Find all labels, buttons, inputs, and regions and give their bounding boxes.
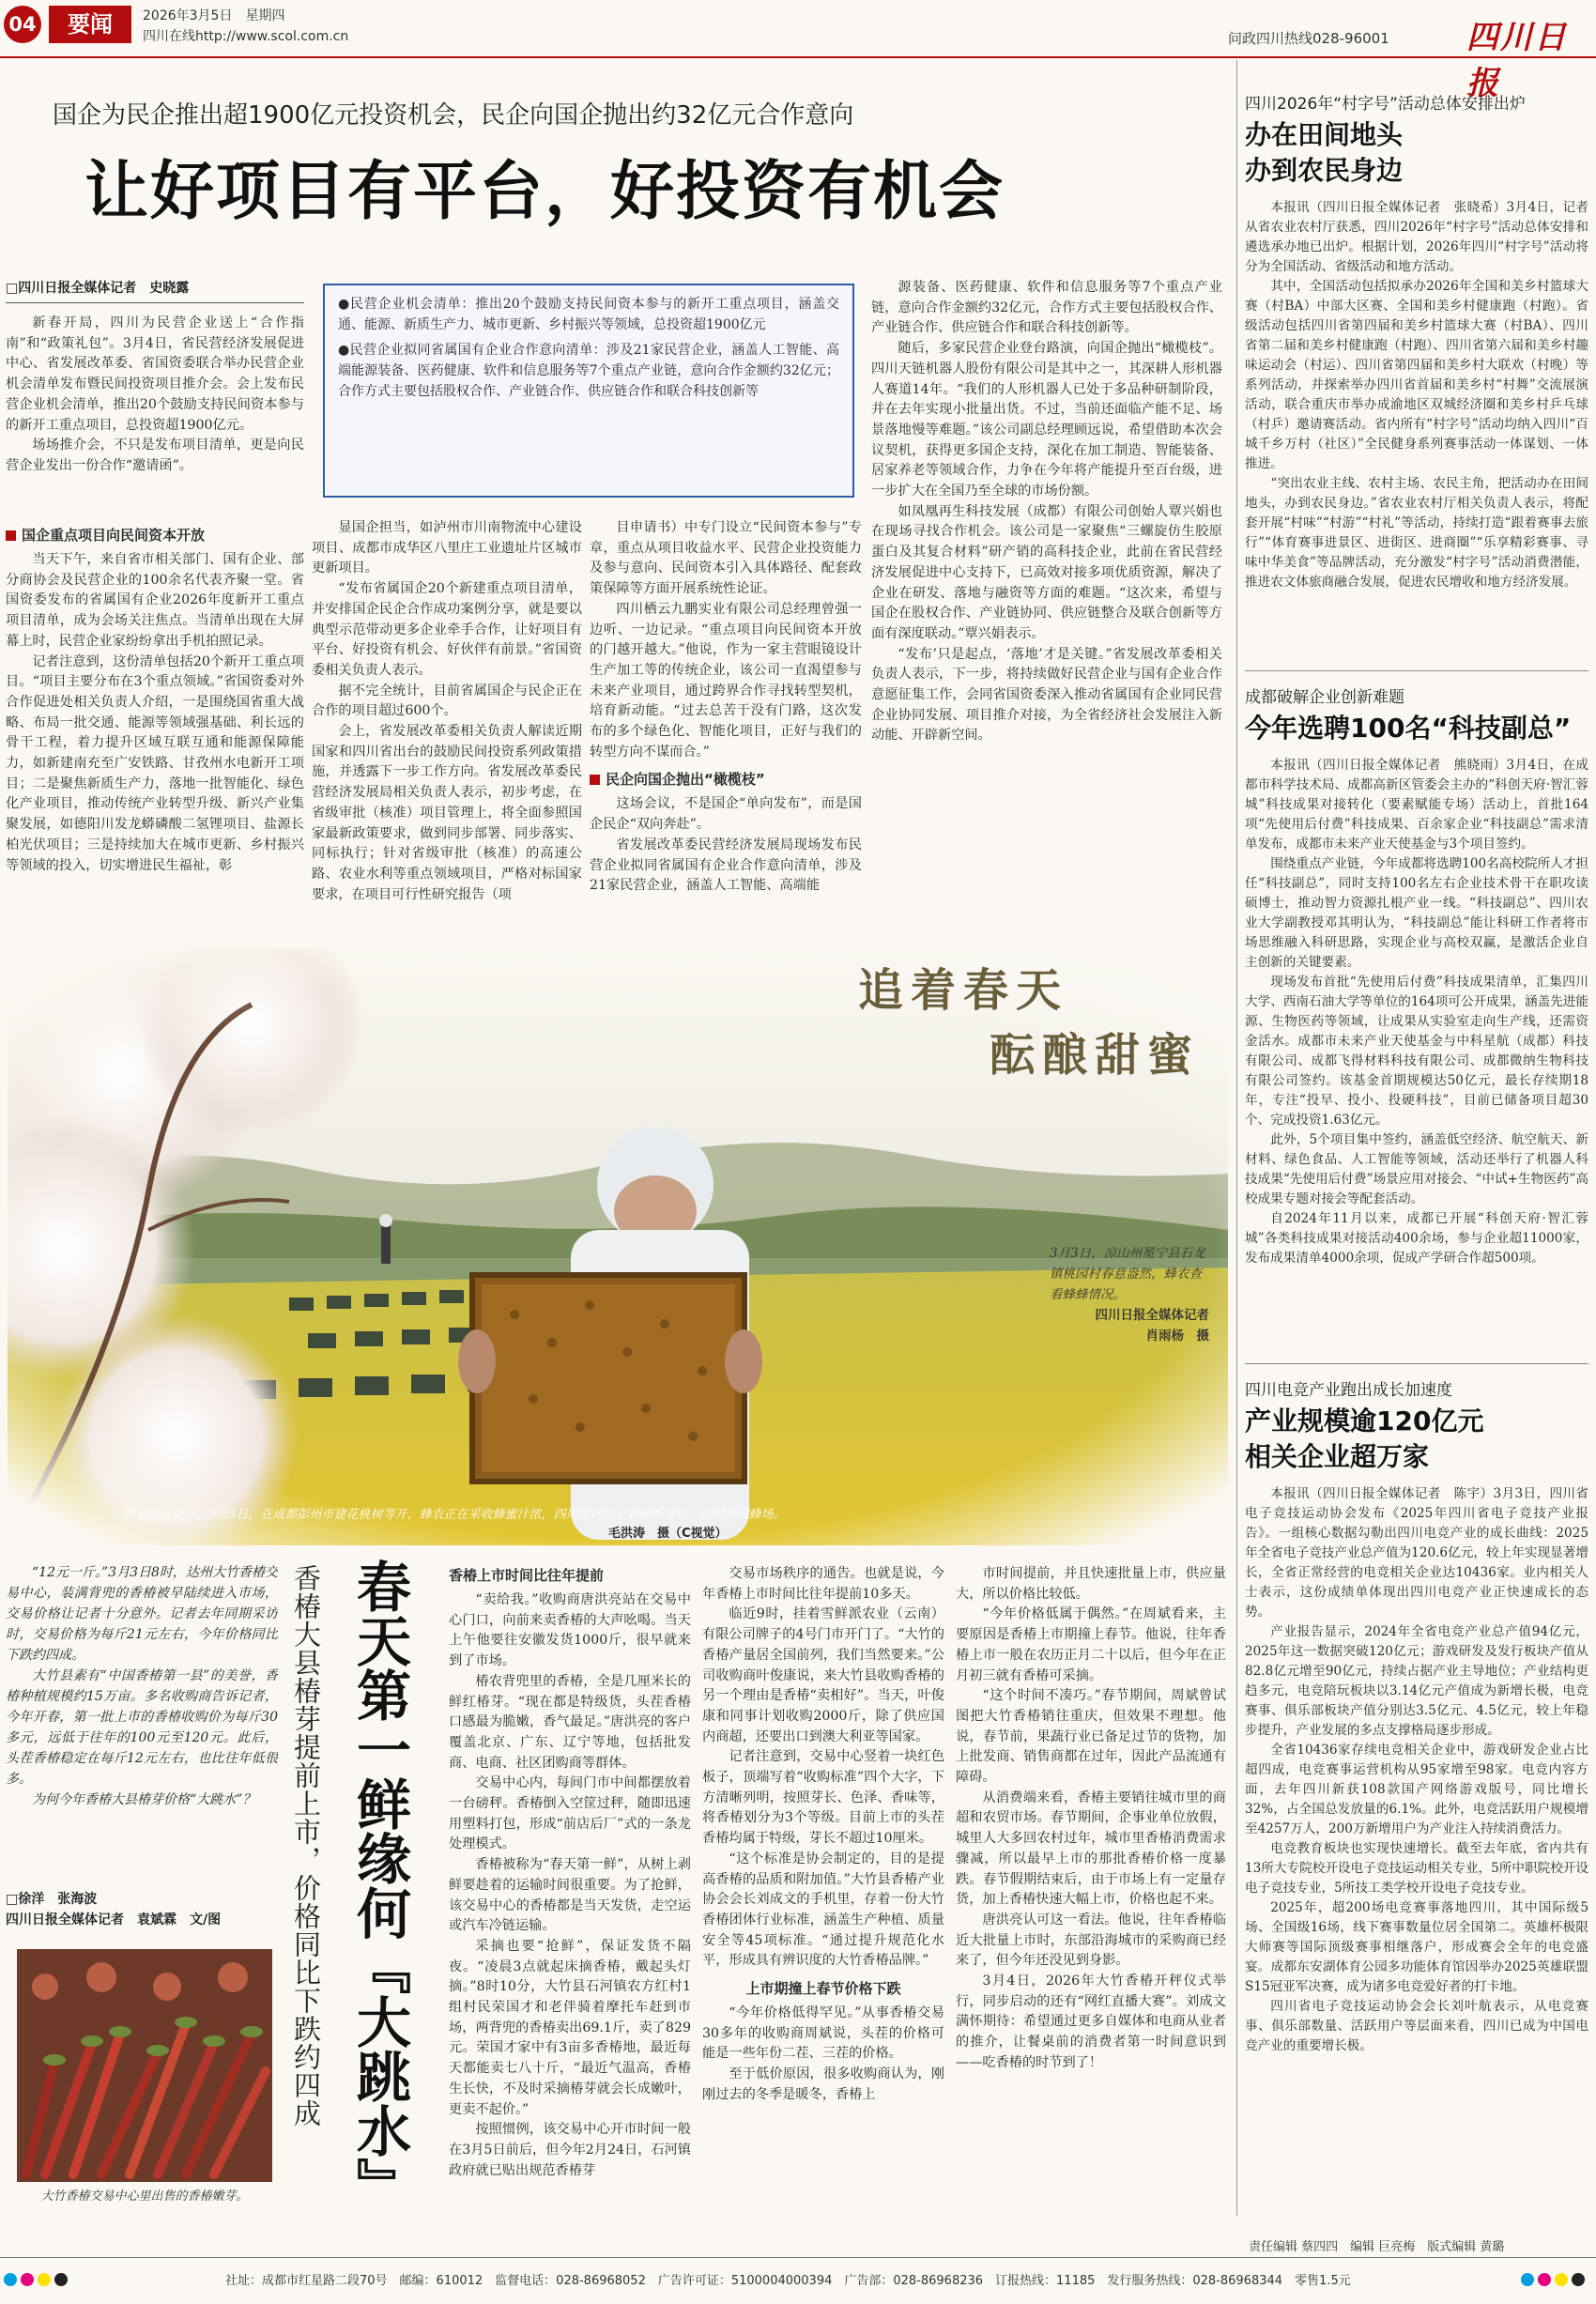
cmyk-dot [1555,2273,1568,2286]
cmyk-dot [1572,2273,1585,2286]
subhead-marker [590,775,600,785]
toona-intro [6,1562,278,1887]
lead-col1 [6,518,304,941]
toona-photo-caption: 大竹香椿交易中心里出售的香椿嫩芽。 [40,2189,249,2204]
lead-kicker: 国企为民企推出超1900亿元投资机会，民企向国企抛出约32亿元合作意向 [53,101,854,130]
byline-line: 四川日报全媒体记者 袁斌霖 文/图 [6,1912,222,1928]
paragraph: 从消费端来看，香椿主要销往城市里的商超和农贸市场。春节期间，企事业单位放假，城里人大多回农村过年，城市里香椿消费需求骤减，所以最早上市的那批香椿价格一度暴跌。春节假期结束后，由于市场上有一定量存货，加上香椿快速大幅上市，价格也起不来。 [956,1789,1226,1908]
toona-col3 [956,1564,1226,2221]
paragraph: “这个时间不凑巧。”春节期间，周斌曾试图把大竹香椿销往重庆，但效果不理想。他说，春节前，果蔬行业已备足过节的货物，加上批发商、销售商都在过年，因此产品流通有障碍。 [956,1688,1226,1786]
lead-byline: □四川日报全媒体记者 史晓露 [6,281,190,296]
cmyk-dot [54,2273,68,2286]
article-headline: 办在田间地头 [1245,119,1404,150]
paragraph: 大竹县素有“中国香椿第一县”的美誉，香椿种植规模约15万亩。多名收购商告诉记者，今年开春，第一批上市的香椿收购价为每斤30多元，远低于往年的100元至120元。此后，头茬香椿稳定在每斤12元左右，也比往年低很多。 [6,1668,278,1787]
info-box-item: ●民营企业机会清单：推出20个鼓励支持民间资本参与的新开工重点项目，涵盖交通、能源、新质生产力、城市更新、乡村振兴等领域，总投资超1900亿元 [338,297,839,332]
article-headline: 办到农民身边 [1245,155,1404,186]
toona-col1 [449,1564,691,2221]
paragraph: “发布’只是起点，‘落地’才是关键。”省发展改革委相关负责人表示，下一步，将持续做好民营企业与国有企业合作意愿征集工作，会同省国资委深入推动省属国有企业同民营企业协同发展、项目推介对接，为全省经济社会发展注入新动能、开辟新空间。 [871,646,1222,744]
paragraph: “今年价格低得罕见。”从事香椿交易30多年的收购商周斌说，头茬的价格可能是一些年份二茬、三茬的价格。 [702,2005,944,2062]
color-registration-marks [4,2272,71,2290]
cmyk-dot [38,2273,51,2286]
paragraph: 本报讯（四川日报全媒体记者 张晓希）3月4日，记者从省农业农村厅获悉，四川2026年“村字号”活动总体安排和遴选承办地已出炉。根据计划，2026年四川“村字号”活动将分为全国活动、省级活动和地方活动。 [1245,200,1588,274]
paragraph: 按照惯例，该交易中心开市时间一般在3月5日前后，但今年2月24日，石河镇政府就已贴出规范香椿芽 [449,2122,691,2178]
lead-intro [6,314,304,511]
toona-byline [6,1889,221,1930]
paragraph: 源装备、医药健康、软件和信息服务等7个重点产业链，意向合作金额约32亿元，合作方式主要包括股权合作、产业链合作、供应链合作和联合科技创新等。 [871,280,1222,336]
toona-title-vertical: 春天第一鲜缘何『大跳水』 [347,1559,411,2212]
subhead [6,524,304,546]
lead-col2 [312,518,582,941]
photo-feature [8,948,1228,1545]
cmyk-dot [1521,2273,1534,2286]
subhead-text: 国企重点项目向民间资本开放 [22,527,206,544]
paragraph: 四川省电子竞技运动协会会长刘叶航表示，从电竞赛事、俱乐部数量、活跃用户等层面来看，四川已成为中国电竞产业的重要增长极。 [1245,1999,1588,2053]
paragraph: 会上，省发展改革委相关负责人解读近期国家和四川省出台的鼓励民间投资系列政策措施，并透露下一步工作方向。省发展改革委民营经济发展局相关负责人表示，初步考虑，在省级审批（核准）项目管理上，将全面参照国家最新政策要求，做到同步部署、同步落实、同标执行；针对省级审批（核准）的高速公路、农业水利等重点领域项目，严格对标国家要求，在项目可行性研究报告（项 [312,724,582,902]
footer-info: 社址：成都市红星路二段70号 邮编：610012 监督电话：028-86968052 广告许可证：5100004000394 广告部：028-86968236 订报热线：11185 发行服务热线：028-86968344 零售1.5元 [225,2274,1351,2288]
paragraph: “卖给我。”收购商唐洪亮站在交易中心门口，向前来卖香椿的大声吆喝。当天上午他要往安徽发货1000斤，很早就来到了市场。 [449,1592,691,1669]
color-registration-marks-right [1521,2272,1585,2290]
hotline: 问政四川热线028-96001 [1228,30,1389,47]
toona-subtitle-vertical: 香椿大县椿芽提前上市，价格同比下跌约四成 [290,1564,322,2127]
paragraph: “发布省属国企20个新建重点项目清单，并安排国企民企合作成功案例分享，就是要以典型示范带动更多企业牵手合作，让好项目有平台、好投资有机会、好伙伴有前景。”省国资委相关负责人表示。 [312,581,582,678]
paragraph: 为何今年香椿大县椿芽价格“大跳水”？ [32,1792,256,1807]
photo-credit: 四川日报全媒体记者 [1095,1308,1209,1323]
paragraph: 当天下午，来自省市相关部门、国有企业、部分商协会及民营企业的100余名代表齐聚一堂。省国资委发布的省属国有企业2026年度新开工重点项目清单，成为会场关注焦点。当清单出现在大屏幕上时，民营企业家纷纷拿出手机拍照记录。 [6,552,304,649]
paragraph: 2025年，超200场电竞赛事落地四川，其中国际级5场、全国级16场，线下赛事数量位居全国第二。英雄杯极限大师赛等国际顶级赛事相继落户，形成赛会全年的电竞盛宴。成都东安湖体育公园多功能体育馆因举办2025英雄联盟S15冠亚军决赛，成为诸多电竞爱好者的打卡地。 [1245,1900,1588,1994]
right-column-divider [1236,60,1237,2216]
article-headline: 产业规模逾120亿元 [1245,1405,1484,1436]
masthead-logo: 四川日报 [1466,19,1568,102]
paragraph: “这个标准是协会制定的，目的是提高香椿的品质和附加值。”大竹县香椿产业协会会长刘成文的手机里，存着一份大竹香椿团体行业标准，涵盖生产种植、质量安全等45项标准。“通过提升规范化水平，形成具有辨识度的大竹香椿品牌。” [702,1851,944,1969]
subhead [590,768,862,791]
footer-rule [0,2257,1596,2258]
paragraph: 产业报告显示，2024年全省电竞产业总产值94亿元，2025年这一数据突破120亿元；游戏研发及发行板块产值从82.8亿元增至90亿元，持续占据产业主导地位；产业结构更趋多元，电竞陪玩板块以3.14亿元产值成为新增长极，电竞赛事、俱乐部板块产值分别达3.5亿元、4.5亿元，较上年稳步提升，产业发展的多点支撑格局逐步形成。 [1245,1624,1588,1738]
photo-credit: 肖雨杨 摄 [1145,1329,1209,1344]
paragraph: 围绕重点产业链，今年成都将选聘100名高校院所人才担任“科技副总”，同时支持100名左右企业技术骨干在职攻读硕博士，推动智力资源扎根产业一线。“科技副总”、四川农业大学副教授邓其明认为，“科技副总”能让科研工作者将市场思维融入科研思路，实现企业与高校双赢，是激活企业自主创新的关键要素。 [1245,856,1588,970]
photo-bottom-credit: 毛洪涛 摄（C视觉） [608,1527,728,1541]
paragraph: 其中，全国活动包括拟承办2026年全国和美乡村篮球大赛（村BA）中部大区赛、全国和美乡村健康跑（村跑）。省级活动包括四川省第四届和美乡村篮球大赛（村BA）、四川省第二届和美乡村健康跑（村跑）、四川省第六届和美乡村趣味运动会（村运）、四川省第四届和美乡村大联欢（村晚）等系列活动，并探索举办四川省首届和美乡村“村舞”交流展演活动，联合重庆市举办成渝地区双城经济圈和美乡村乒乓球（村乒）邀请赛活动。省内所有“村字号”活动均纳入四川“百城千乡万村（社区）”全民健身系列赛事活动一体谋划、一体推进。 [1245,279,1588,471]
paragraph: 采摘也要“抢鲜”，保证发货不隔夜。“凌晨3点就起床摘香椿，戴起头灯摘。”8时10分，大竹县石河镇农方红村1组村民荣国才和老伴骑着摩托车赶到市场，两背兜的香椿卖出69.1斤，卖了829元。荣国才家中有3亩多香椿地，最近每天都能卖七八十斤，“最近气温高，香椿生长快，不及时采摘椿芽就会长成嫩叶，更卖不起价。” [449,1938,691,2117]
photo-title [858,954,1200,1083]
section-name: 要闻 [68,11,113,38]
lead-col3 [590,518,862,941]
toona-sprouts-image [17,1949,272,2182]
paragraph: 随后，多家民营企业登台路演，向国企抛出“橄榄枝”。四川天链机器人股份有限公司是其中之一，其深耕人形机器人赛道14年。“我们的人形机器人已处于多品种研制阶段，并在去年实现小批量出货。不过，当前还面临产能不足、场景落地慢等难题。”该公司副总经理顾远说，希望借助本次会议契机，获得更多国企支持，深化在加工制造、智能装备、居家养老等领域合作，力争在今年将产能提升至百台级，进一步扩大在全国乃至全球的市场份额。 [871,341,1222,499]
paragraph: 目申请书）中专门设立“民间资本参与”专章，重点从项目收益水平、民营企业投资能力及参与意向、民间资本引入具体路径、配套政策保障等方面开展系统性论证。 [590,520,862,597]
photo-bottom-caption: 一群金叶在花开，3月3日，在成都彭州市建花桃树等开，蜂农正在采收蜂蜜汁浓，四川境内的小春蜂季来临，如时开园蜂场。 [111,1508,786,1522]
paragraph: 市时间提前，并且快速批量上市，供应量大，所以价格比较低。 [956,1566,1226,1602]
paragraph: 记者注意到，这份清单包括20个新开工重点项目。“项目主要分布在3个重点领域。”省国资委对外合作促进处相关负责人介绍，一是围绕国省重大战略、布局一批交通、能源等领域强基础、利长远的骨干工程，着力提升区域互联互通和能源保障能力，如新建南充至广安铁路、甘孜州水电新开工项目；二是聚焦新质生产力，落地一批智能化、绿色化产业项目，推动传统产业转型升级、新兴产业集聚发展，如德阳川发龙蟒磷酸二氢锂项目、盐源长柏光伏项目；三是持续加大在城市更新、乡村振兴等领域的投入，切实增进民生福祉，彰 [6,653,304,873]
paragraph: 场场推介会，不只是发布项目清单，更是向民营企业发出一份合作“邀请函”。 [6,438,304,473]
article-body [1245,1484,1588,2260]
paragraph: “突出农业主线、农村主场、农民主角，把活动办在田间地头，办到农民身边。”省农业农村厅相关负责人表示，将配套开展“村味”“村游”“村礼”等活动，持续打造“跟着赛事去旅行”“体育赛事进景区、进街区、进商圈”“乐享精彩赛事、寻味中华美食”等品牌活动，充分激发“村字号”活动消费潜能，推进农文体旅商融合发展，促进农民增收和地方经济发展。 [1245,476,1588,590]
paragraph: “12元一斤。”3月3日8时，达州大竹香椿交易中心，装满背兜的香椿被早陆续进入市场，交易价格让记者十分意外。记者去年同期采访时，交易价格为每斤21元左右，今年价格同比下跌约四成。 [6,1565,278,1663]
article-kicker: 四川电竞产业跑出成长加速度 [1245,1381,1452,1400]
right-column-a3 [1245,1376,1588,2260]
paragraph: 香椿被称为“春天第一鲜”，从树上剥鲜要趁着的运输时间很重要。为了抢鲜，该交易中心的香椿都是当天发货，走空运或汽车冷链运输。 [449,1857,691,1934]
info-box [323,284,854,498]
info-box-item: ●民营企业拟同省属国有企业合作意向清单：涉及21家民营企业，涵盖人工智能、高端能源装备、医药健康、软件和信息服务等7个重点产业链，意向合作金额约32亿元；合作方式主要包括股权合作、产业链合作、供应链合作和联合科技创新等 [338,343,839,399]
article-body [1245,198,1588,632]
paragraph: 唐洪亮认可这一看法。他说，往年香椿临近大批量上市时，东部沿海城市的采购商已经来了，但今年还没见到身影。 [956,1912,1226,1969]
byline-line: □徐洋 张海波 [6,1892,98,1907]
article-headline: 今年选聘100名“科技副总” [1245,713,1572,744]
paragraph: 电竞教育板块也实现快速增长。截至去年底，省内共有13所大专院校开设电子竞技运动相关专业，5所中职院校开设电子竞技专业，5所技工类学校开设电子竞技专业。 [1245,1841,1588,1896]
editors-line: 责任编辑 蔡四四 编辑 巨亮梅 版式编辑 黄璐 [1249,2240,1505,2254]
issue-date: 2026年3月5日 星期四 [143,8,285,23]
subhead-text: 民企向国企抛出“橄榄枝” [606,771,765,789]
subhead: 香椿上市时间比往年提前 [449,1567,605,1584]
article-kicker: 成都破解企业创新难题 [1245,688,1404,707]
paragraph: 记者注意到，交易中心竖着一块红色板子，顶端写着“收购标准”四个大字，下方清晰列明，按照芽长、色泽、香味等，将香椿划分为3个等级。目前上市的头茬香椿均属于特级，芽长不超过10厘米。 [702,1749,944,1847]
cmyk-dot [1538,2273,1551,2286]
paragraph: 全省10436家存续电竞相关企业中，游戏研发企业占比超四成，电竞赛事运营机构从95家增至98家。电竞内容方面，去年四川新获108款国产网络游戏版号，同比增长32%，占全国总发放量的6.1%。此外，电竞活跃用户规模增至4257万人，200万新增用户为产业注入持续消费活力。 [1245,1743,1588,1836]
photo-title-line: 追着春天 [857,964,1068,1017]
toona-col2 [702,1564,944,2221]
paragraph: 此外，5个项目集中签约，涵盖低空经济、航空航天、新材料、绿色食品、人工智能等领域，活动还举行了机器人科技成果“先使用后付费”场景应用对接会、“中试+生物医药”高校成果专题对接会等配套活动。 [1245,1132,1588,1206]
paragraph: 至于低价原因，很多收购商认为，刚刚过去的冬季是暖冬，香椿上 [702,2066,944,2102]
article-headline: 相关企业超万家 [1245,1441,1430,1472]
paragraph: 本报讯（四川日报全媒体记者 陈宇）3月3日，四川省电子竞技运动协会发布《2025年四川省电子竞技产业报告》。一组核心数据勾勒出四川电竞产业的成长曲线：2025年全省电子竞技产业总产值为120.6亿元，较上年实现显著增长，全省正常经营的电竞相关企业达10436家。业内相关人士表示，这份成绩单体现出四川电竞产业正快速成长的态势。 [1245,1486,1588,1620]
cmyk-dot [4,2273,17,2286]
right-divider [1245,1363,1588,1364]
photo-caption [1050,1243,1209,1346]
right-column-a2 [1245,684,1588,1353]
paragraph: 现场发布首批“先使用后付费”科技成果清单，汇集四川大学、西南石油大学等单位的164项可公开成果，涵盖先进能源、生物医药等领域，让成果从实验室走向生产线，还需资金活水。成都市未来产业天使基金与中科星航（成都）科技有限公司、成都飞得材料科技有限公司、成都微纳生物科技有限公司签约。该基金首期规模达50亿元，最长存续期18年，专注“投早、投小、投硬科技”，目前已储备项目超30个、完成投资1.63亿元。 [1245,975,1588,1128]
toona-photo [17,1949,272,2182]
paragraph: 自2024年11月以来，成都已开展“科创天府·智汇蓉城”各类科技成果对接活动400余场，参与企业超11000家，发布成果清单4000余项，促成产学研合作超500项。 [1245,1211,1588,1266]
paragraph: 这场会议，不是国企“单向发布”，而是国企民企“双向奔赴”。 [590,796,862,833]
paragraph: 据不完全统计，目前省属国企与民企正在合作的项目超过600个。 [312,683,582,719]
paragraph: 省发展改革委民营经济发展局现场发布民营企业拟同省属国有企业合作意向清单，涉及21家民营企业，涵盖人工智能、高端能 [590,837,862,894]
paragraph: 椿农背兜里的香椿，全是几厘米长的鲜红椿芽。“现在都是特级货，头茬香椿口感最为脆嫩，香气最足。”唐洪亮的客户覆盖北京、广东、辽宁等地，包括批发商、电商、社区团购商等群体。 [449,1673,691,1771]
right-column [1245,90,1588,632]
page-number: 04 [8,13,37,36]
subhead: 上市期撞上春节价格下跌 [745,1980,901,1998]
cmyk-dot [21,2273,34,2286]
paragraph: 交易中心内，每间门市中间都摆放着一台磅秤。香椿倒入空筐过秤，随即迅速用塑料打包，形成“前店后厂”式的一条龙处理模式。 [449,1775,691,1852]
header-rule [0,56,1596,58]
page-number-badge [4,6,41,43]
byline-rule [6,302,304,303]
subhead-marker [6,530,16,541]
photo-title-line: 酝酿甜蜜 [989,1029,1200,1082]
website: 四川在线http://www.scol.com.cn [143,29,349,44]
right-divider [1245,670,1588,671]
paragraph: “今年价格低属于偶然。”在周斌看来，主要原因是香椿上市期撞上春节。他说，往年香椿上市一般在农历正月二十以后，但今年在正月初三就有香椿可采摘。 [956,1606,1226,1683]
lead-col4 [871,278,1222,943]
paragraph: 交易市场秩序的通告。也就是说，今年香椿上市时间比往年提前10多天。 [702,1566,944,1602]
paragraph: 临近9时，挂着雪鲜派农业（云南）有限公司牌子的4号门市开门了。“大竹的香椿产量居全国前列，我们当然要来。”公司收购商叶俊康说，来大竹县收购香椿的另一个理由是香椿“卖相好”。当天，叶俊康和同事计划收购2000斤，除了供应国内商超，还要出口到澳大利亚等国家。 [702,1606,944,1744]
section-badge [49,6,131,43]
article-kicker: 四川2026年“村字号”活动总体安排出炉 [1245,95,1526,114]
paragraph: 本报讯（四川日报全媒体记者 熊晓雨）3月4日，在成都市科学技术局、成都高新区管委会主办的“科创天府·智汇蓉城”科技成果对接转化（要素赋能专场）活动上，首批164项“先使用后付费”科技成果、百余家企业“科技副总”需求清单发布，成都市未来产业天使基金与3个项目签约。 [1245,758,1588,852]
paragraph: 显国企担当，如泸州市川南物流中心建设项目、成都市成华区八里庄工业遗址片区城市更新项目。 [312,520,582,576]
lead-headline: 让好项目有平台，好投资有机会 [84,155,1005,229]
paragraph: 3月4日，2026年大竹香椿开秤仪式举行，同步启动的还有“网红直播大赛”。刘成文满怀期待：希望通过更多自媒体和电商从业者的推介，让餐桌前的消费者第一时间意识到——吃香椿的时节到了！ [956,1974,1226,2070]
paragraph: 如凤凰再生科技发展（成都）有限公司创始人覃兴娟也在现场寻找合作机会。该公司是一家聚焦“三螺旋仿生胶原蛋白及其复合材料”研产销的高科技企业，此前在省民营经济发展促进中心支持下，已高效对接多项优质资源，解决了企业在研发、落地与融资等方面的难题。“这次来，希望与国企在股权合作、产业链协同、供应链整合及联合创新等方面有深度联动。”覃兴娟表示。 [871,503,1222,641]
paragraph: 四川栖云九鹏实业有限公司总经理曾强一边听、一边记录。“重点项目向民间资本开放的门越开越大。”他说，作为一家主营眼镜设计生产加工等的传统企业，该公司一直渴望参与未来产业项目，通过跨界合作寻找转型契机，培育新动能。“过去总苦于没有门路，这次发布的多个绿色化、智能化项目，正好与我们的转型方向不谋而合。” [590,601,862,760]
article-body [1245,756,1588,1353]
photo-caption-text: 3月3日，凉山州冕宁县石龙镇桃园村春意盎然，蜂农查看蜂蜂情况。 [1050,1246,1205,1302]
paragraph: 新春开局，四川为民营企业送上“合作指南”和“政策礼包”。3月4日，省民营经济发展促进中心、省发展改革委、省国资委联合举办民营企业机会清单发布暨民间投资项目推介会。会上发布民营企业机会清单，推出20个鼓励支持民间资本参与的新开工重点项目，总投资超1900亿元。 [6,315,304,433]
